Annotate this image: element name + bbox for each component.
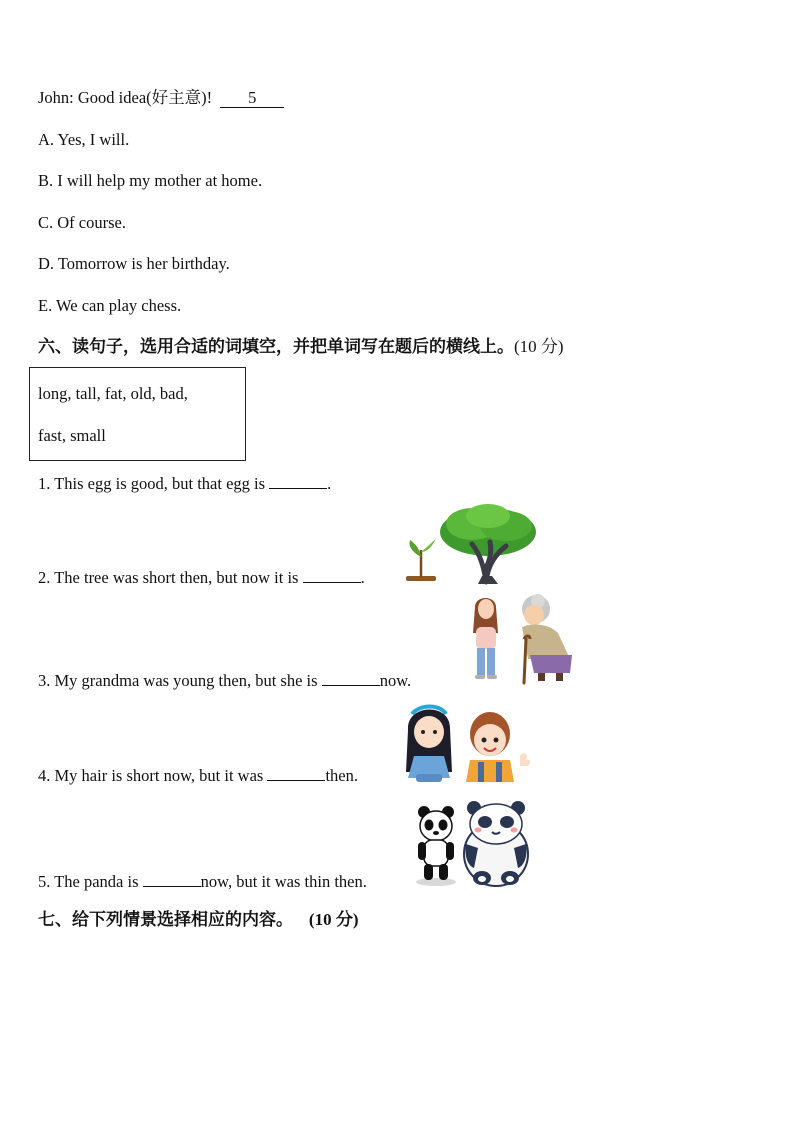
question-4: 4. My hair is short now, but it was then. bbox=[38, 766, 359, 785]
word-box-line2: fast, small bbox=[38, 426, 106, 445]
sapling-icon bbox=[406, 538, 436, 581]
section7-heading bbox=[38, 909, 359, 931]
long-hair-girl-icon bbox=[406, 707, 452, 783]
option-a: A. Yes, I will. bbox=[38, 130, 130, 149]
answer-blank-5: 5 bbox=[220, 89, 284, 108]
blank-4[interactable] bbox=[267, 780, 325, 781]
panda-illustration bbox=[414, 800, 532, 888]
blank-1[interactable] bbox=[269, 488, 327, 489]
section7-title: 七、给下列情景选择相应的内容。 bbox=[38, 910, 293, 930]
thin-panda-icon bbox=[416, 806, 456, 886]
word-box-line1: long, tall, fat, old, bad, bbox=[38, 384, 188, 403]
section6-score: (10 分) bbox=[514, 337, 564, 356]
section6-heading bbox=[38, 336, 564, 358]
section7-score: (10 分) bbox=[308, 910, 359, 929]
hair-illustration bbox=[404, 700, 540, 784]
girl-grandma-illustration bbox=[466, 593, 578, 687]
question-5: 5. The panda is now, but it was thin then. bbox=[38, 872, 367, 891]
big-tree-icon bbox=[440, 504, 536, 584]
young-girl-icon bbox=[473, 598, 498, 679]
option-e: E. We can play chess. bbox=[38, 296, 182, 315]
option-c: C. Of course. bbox=[38, 213, 126, 232]
dialogue-line bbox=[38, 88, 284, 108]
tree-growth-illustration bbox=[402, 502, 542, 586]
section6-title: 六、读句子，选用合适的词填空，并把单词写在题后的横线上。 bbox=[38, 337, 514, 357]
question-3: 3. My grandma was young then, but she is now. bbox=[38, 671, 412, 690]
blank-2[interactable] bbox=[303, 582, 361, 583]
grandma-icon bbox=[522, 594, 572, 683]
short-hair-child-icon bbox=[466, 712, 530, 782]
option-b: B. I will help my mother at home. bbox=[38, 171, 263, 190]
blank-3[interactable] bbox=[322, 685, 380, 686]
question-1: 1. This egg is good, but that egg is . bbox=[38, 474, 332, 493]
fat-panda-icon bbox=[464, 801, 528, 886]
option-d: D. Tomorrow is her birthday. bbox=[38, 254, 230, 273]
word-box bbox=[29, 367, 246, 461]
blank-5[interactable] bbox=[143, 886, 201, 887]
question-2: 2. The tree was short then, but now it is . bbox=[38, 568, 365, 587]
john-line-text: John: Good idea(好主意)! bbox=[38, 88, 213, 107]
